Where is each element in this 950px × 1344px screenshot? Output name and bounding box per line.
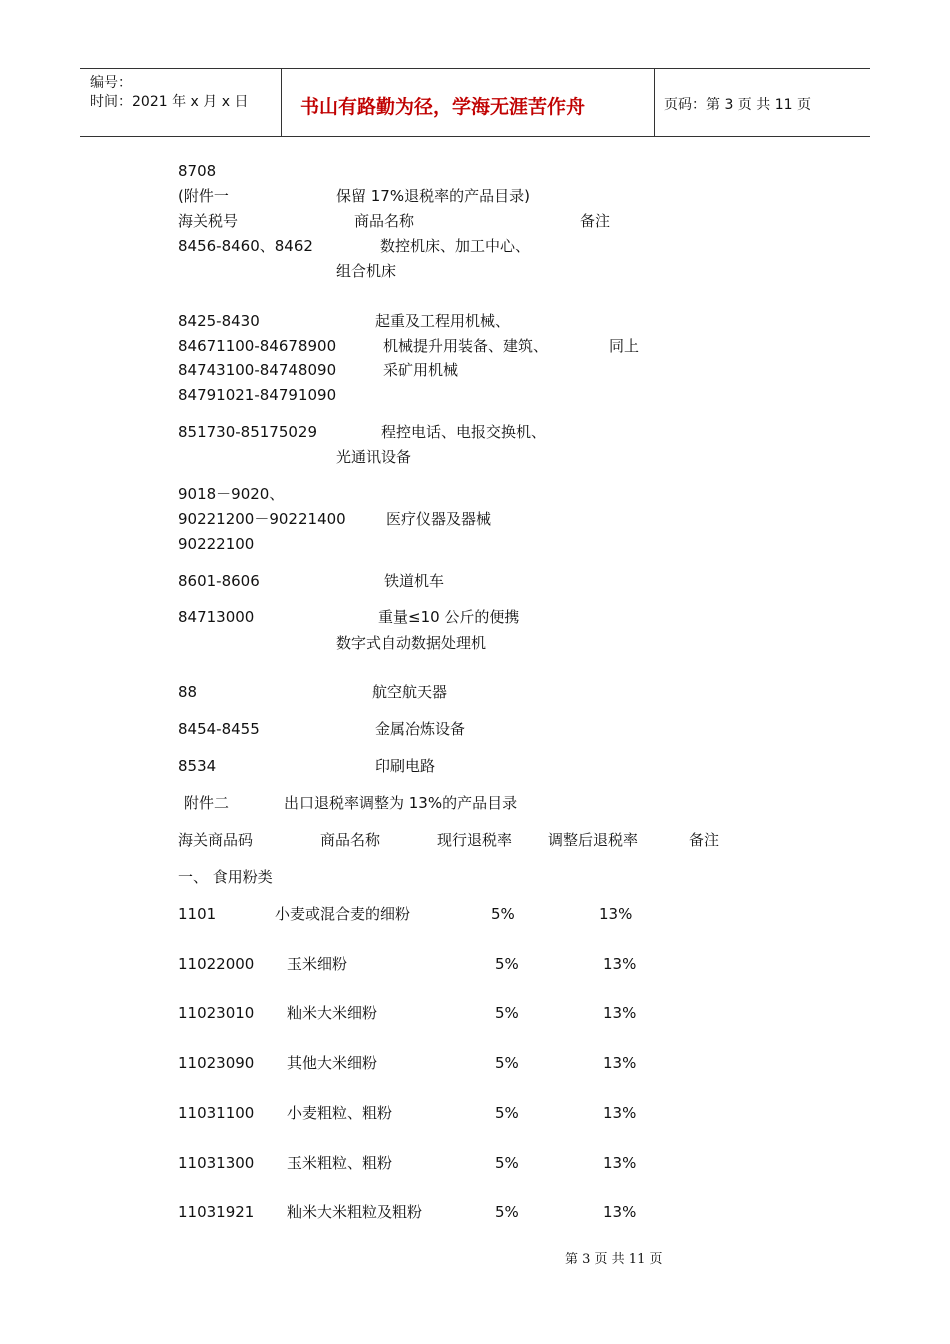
annex1-row-code: 8456-8460、8462 — [178, 237, 313, 255]
time-label: 时间：2021 年 x 月 x 日 — [90, 94, 249, 110]
annex1-row-code: 8601-8606 — [178, 572, 260, 590]
annex2-row-current: 5% — [495, 1004, 519, 1022]
annex1-row-name: 航空航天器 — [372, 683, 448, 701]
annex1-row-note: 同上 — [609, 337, 640, 355]
annex1-row-name: 机械提升用装备、建筑、 — [383, 337, 549, 355]
annex2-row-current: 5% — [495, 1054, 519, 1072]
annex2-row-code: 11031300 — [178, 1154, 255, 1172]
annex2-row-name: 玉米粗粒、粗粉 — [287, 1154, 393, 1172]
annex1-row-name: 铁道机车 — [384, 572, 445, 590]
annex1-row-name: 医疗仪器及器械 — [386, 510, 492, 528]
annex2-row-current: 5% — [495, 1154, 519, 1172]
annex1-row-name-cont: 组合机床 — [336, 262, 397, 280]
annex2-row-name: 籼米大米细粉 — [287, 1004, 378, 1022]
annex2-row-name: 玉米细粉 — [287, 955, 348, 973]
number-label: 编号： — [90, 75, 132, 91]
annex2-title-left: 附件二 — [184, 794, 230, 812]
annex1-row-code: 8454-8455 — [178, 720, 260, 738]
annex2-row-code: 11023090 — [178, 1054, 255, 1072]
annex2-row-adjusted: 13% — [603, 1154, 637, 1172]
annex2-title-right: 出口退税率调整为 13%的产品目录 — [284, 794, 518, 812]
annex2-row-current: 5% — [491, 905, 515, 923]
annex1-col-code: 海关税号 — [178, 212, 239, 230]
annex2-col-note: 备注 — [689, 831, 720, 849]
header-motto: 书山有路勤为径，学海无涯苦作舟 — [300, 96, 586, 118]
annex1-row-code: 88 — [178, 683, 198, 701]
annex2-row-adjusted: 13% — [603, 955, 637, 973]
annex2-row-adjusted: 13% — [599, 905, 633, 923]
annex2-row-current: 5% — [495, 1203, 519, 1221]
annex2-row-name: 其他大米细粉 — [287, 1054, 378, 1072]
annex1-row-name-cont: 光通讯设备 — [336, 448, 412, 466]
annex2-col-adjusted: 调整后退税率 — [548, 831, 639, 849]
annex1-row-code: 84791021-84791090 — [178, 386, 337, 404]
annex2-row-code: 11023010 — [178, 1004, 255, 1022]
page-info: 页码：第 3 页 共 11 页 — [664, 97, 811, 113]
annex2-row-adjusted: 13% — [603, 1203, 637, 1221]
annex1-code-line: 8708 — [178, 162, 217, 180]
annex1-row-name-cont: 数字式自动数据处理机 — [336, 634, 487, 652]
annex2-category: 一、 食用粉类 — [178, 868, 273, 886]
annex2-row-name: 小麦粗粒、粗粉 — [287, 1104, 393, 1122]
annex1-col-note: 备注 — [580, 212, 611, 230]
annex2-row-code: 11031100 — [178, 1104, 255, 1122]
annex1-row-name: 采矿用机械 — [383, 361, 459, 379]
annex2-row-adjusted: 13% — [603, 1004, 637, 1022]
annex1-row-name: 印刷电路 — [375, 757, 436, 775]
annex1-title-right: 保留 17%退税率的产品目录) — [336, 187, 530, 205]
annex1-row-name: 程控电话、电报交换机、 — [381, 423, 547, 441]
annex1-row-code: 84671100-84678900 — [178, 337, 337, 355]
annex1-row-code: 8425-8430 — [178, 312, 260, 330]
annex1-row-code: 9018－9020、 — [178, 485, 285, 503]
annex2-row-adjusted: 13% — [603, 1104, 637, 1122]
annex1-row-code: 90221200－90221400 — [178, 510, 346, 528]
header-divider — [654, 68, 655, 136]
annex1-title-left: (附件一 — [178, 187, 229, 205]
annex2-row-adjusted: 13% — [603, 1054, 637, 1072]
annex1-row-code: 84743100-84748090 — [178, 361, 337, 379]
annex1-row-code: 84713000 — [178, 608, 255, 626]
annex1-row-name: 起重及工程用机械、 — [375, 312, 511, 330]
annex2-col-code: 海关商品码 — [178, 831, 254, 849]
annex2-col-name: 商品名称 — [320, 831, 381, 849]
annex2-row-current: 5% — [495, 1104, 519, 1122]
annex2-row-code: 1101 — [178, 905, 217, 923]
annex1-row-name: 数控机床、加工中心、 — [380, 237, 531, 255]
annex2-col-current: 现行退税率 — [437, 831, 513, 849]
annex2-row-name: 籼米大米粗粒及粗粉 — [287, 1203, 423, 1221]
page-footer: 第 3 页 共 11 页 — [565, 1252, 663, 1267]
annex1-row-code: 8534 — [178, 757, 217, 775]
annex1-row-name: 金属冶炼设备 — [375, 720, 466, 738]
annex1-row-code: 90222100 — [178, 535, 255, 553]
annex1-col-name: 商品名称 — [354, 212, 415, 230]
annex2-row-current: 5% — [495, 955, 519, 973]
annex2-row-name: 小麦或混合麦的细粉 — [275, 905, 411, 923]
annex1-row-name: 重量≤10 公斤的便携 — [378, 608, 520, 626]
annex1-row-code: 851730-85175029 — [178, 423, 318, 441]
header-divider — [281, 68, 282, 136]
annex2-row-code: 11022000 — [178, 955, 255, 973]
annex2-row-code: 11031921 — [178, 1203, 255, 1221]
